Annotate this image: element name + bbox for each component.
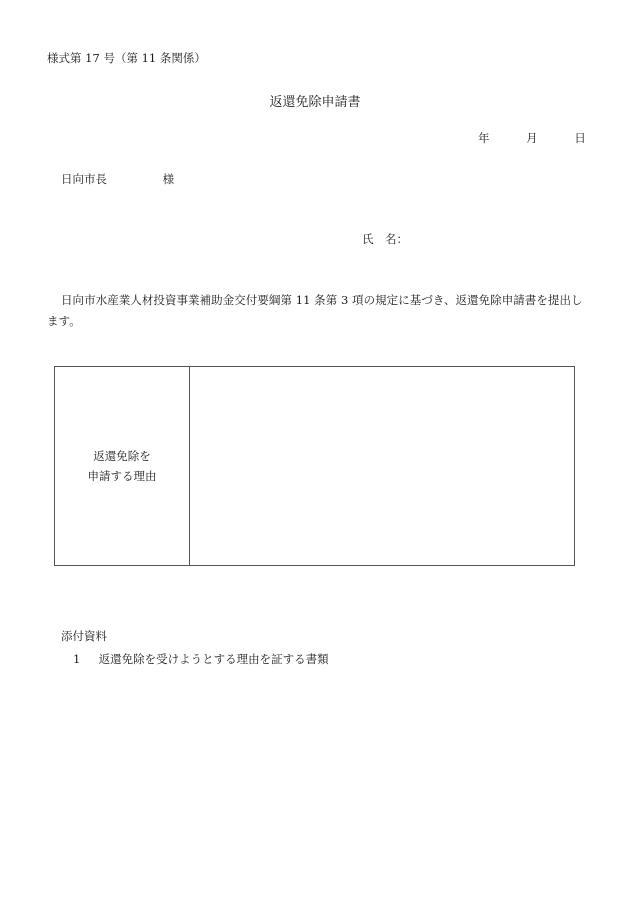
addressee-honorific: 様	[162, 172, 175, 186]
reason-value-cell	[190, 367, 574, 565]
reason-label-line2: 申請する理由	[87, 469, 157, 483]
reason-table	[54, 366, 575, 566]
reason-label-cell	[55, 367, 190, 565]
date-day-label: 日	[574, 131, 586, 145]
addressee	[61, 171, 174, 187]
date-year-label: 年	[478, 131, 490, 145]
attachment-item-text: 返還免除を受けようとする理由を証する書類	[98, 652, 329, 666]
form-number: 様式第 17 号（第 11 条関係）	[47, 51, 206, 65]
body-text: 日向市水産業人材投資事業補助金交付要綱第 11 条第 3 項の規定に基づき、返還免除申請書を提出します。	[47, 293, 583, 328]
attachments-heading: 添付資料	[61, 629, 107, 643]
document-title: 返還免除申請書	[269, 95, 361, 110]
reason-label-line1: 返還免除を	[93, 449, 151, 463]
attachment-item	[73, 651, 329, 667]
date-month-label: 月	[526, 131, 538, 145]
addressee-name: 日向市長	[61, 172, 107, 186]
date-line	[478, 130, 586, 146]
attachment-item-number: 1	[73, 652, 81, 666]
applicant-name-label: 氏 名：	[362, 232, 408, 246]
